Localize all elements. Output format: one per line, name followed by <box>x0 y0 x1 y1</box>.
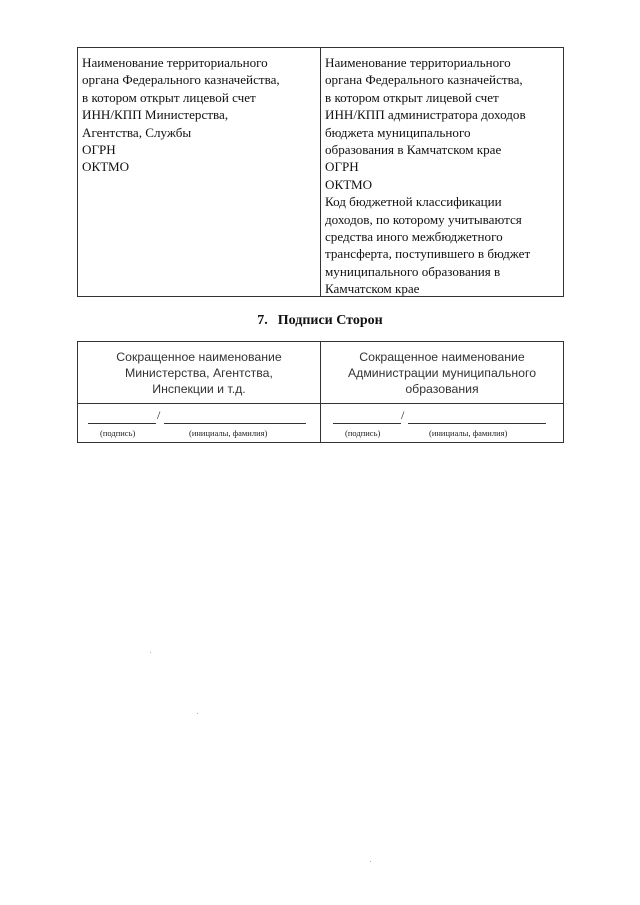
signature-separator: / <box>157 408 161 422</box>
requisite-line: Наименование территориального <box>325 55 511 70</box>
requisite-line: органа Федерального казначейства, <box>82 72 280 88</box>
initials-line <box>164 423 306 424</box>
requisite-line: Код бюджетной классификации <box>325 194 502 210</box>
ministry-name-line: Инспекции и т.д. <box>152 382 246 397</box>
requisite-line: Агентства, Службы <box>82 124 192 140</box>
scan-speck <box>370 861 371 862</box>
initials-line <box>408 423 546 424</box>
administration-signature-block <box>321 404 563 442</box>
initials-caption: (инициалы, фамилия) <box>189 428 268 438</box>
requisite-line: бюджета муниципального <box>325 124 471 140</box>
ministry-name-line: Министерства, Агентства, <box>125 366 273 381</box>
signature-caption: (подпись) <box>100 428 136 438</box>
ministry-name-line: Сокращенное наименование <box>116 350 282 364</box>
requisite-line: ОКТМО <box>82 159 130 175</box>
signatures-table <box>77 341 564 443</box>
signature-caption: (подпись) <box>345 428 381 438</box>
requisite-line: в котором открыт лицевой счет <box>325 89 499 105</box>
requisite-line: ИНН/КПП администратора доходов <box>325 107 526 123</box>
section-heading <box>0 313 640 329</box>
scan-speck <box>197 713 198 714</box>
requisite-line: Камчатском крае <box>325 281 420 297</box>
requisite-line: ОГРН <box>82 142 116 158</box>
signature-line <box>88 423 156 424</box>
requisite-line: средства иного межбюджетного <box>325 229 503 245</box>
signature-lines-row <box>78 404 563 442</box>
requisite-line: органа Федерального казначейства, <box>325 72 523 88</box>
section-number: 7. <box>257 313 268 328</box>
requisite-line: ОГРН <box>325 159 359 175</box>
ministry-signature-block <box>78 404 321 442</box>
signature-separator: / <box>401 408 405 422</box>
party-names-row <box>78 342 563 404</box>
requisite-line: муниципального образования в <box>325 263 501 279</box>
requisite-line: образования в Камчатском крае <box>325 142 502 158</box>
administration-name-line: образования <box>405 382 479 397</box>
requisite-line: ОКТМО <box>325 176 373 192</box>
ministry-name-cell <box>78 342 321 403</box>
administration-requisites-cell <box>321 48 563 296</box>
requisite-line: Наименование территориального <box>82 55 268 70</box>
requisites-table <box>77 47 564 297</box>
administration-name-cell <box>321 342 563 403</box>
administration-name-line: Администрации муниципального <box>347 366 537 381</box>
ministry-requisites-cell <box>78 48 321 296</box>
section-title: Подписи Сторон <box>277 313 383 328</box>
initials-caption: (инициалы, фамилия) <box>429 428 508 438</box>
signature-line <box>333 423 401 424</box>
requisite-line: ИНН/КПП Министерства, <box>82 107 229 123</box>
requisite-line: трансферта, поступившего в бюджет <box>325 246 531 262</box>
requisite-line: доходов, по которому учитываются <box>325 211 522 227</box>
administration-name-line: Сокращенное наименование <box>359 350 525 364</box>
requisite-line: в котором открыт лицевой счет <box>82 89 256 105</box>
scan-speck <box>150 652 151 653</box>
